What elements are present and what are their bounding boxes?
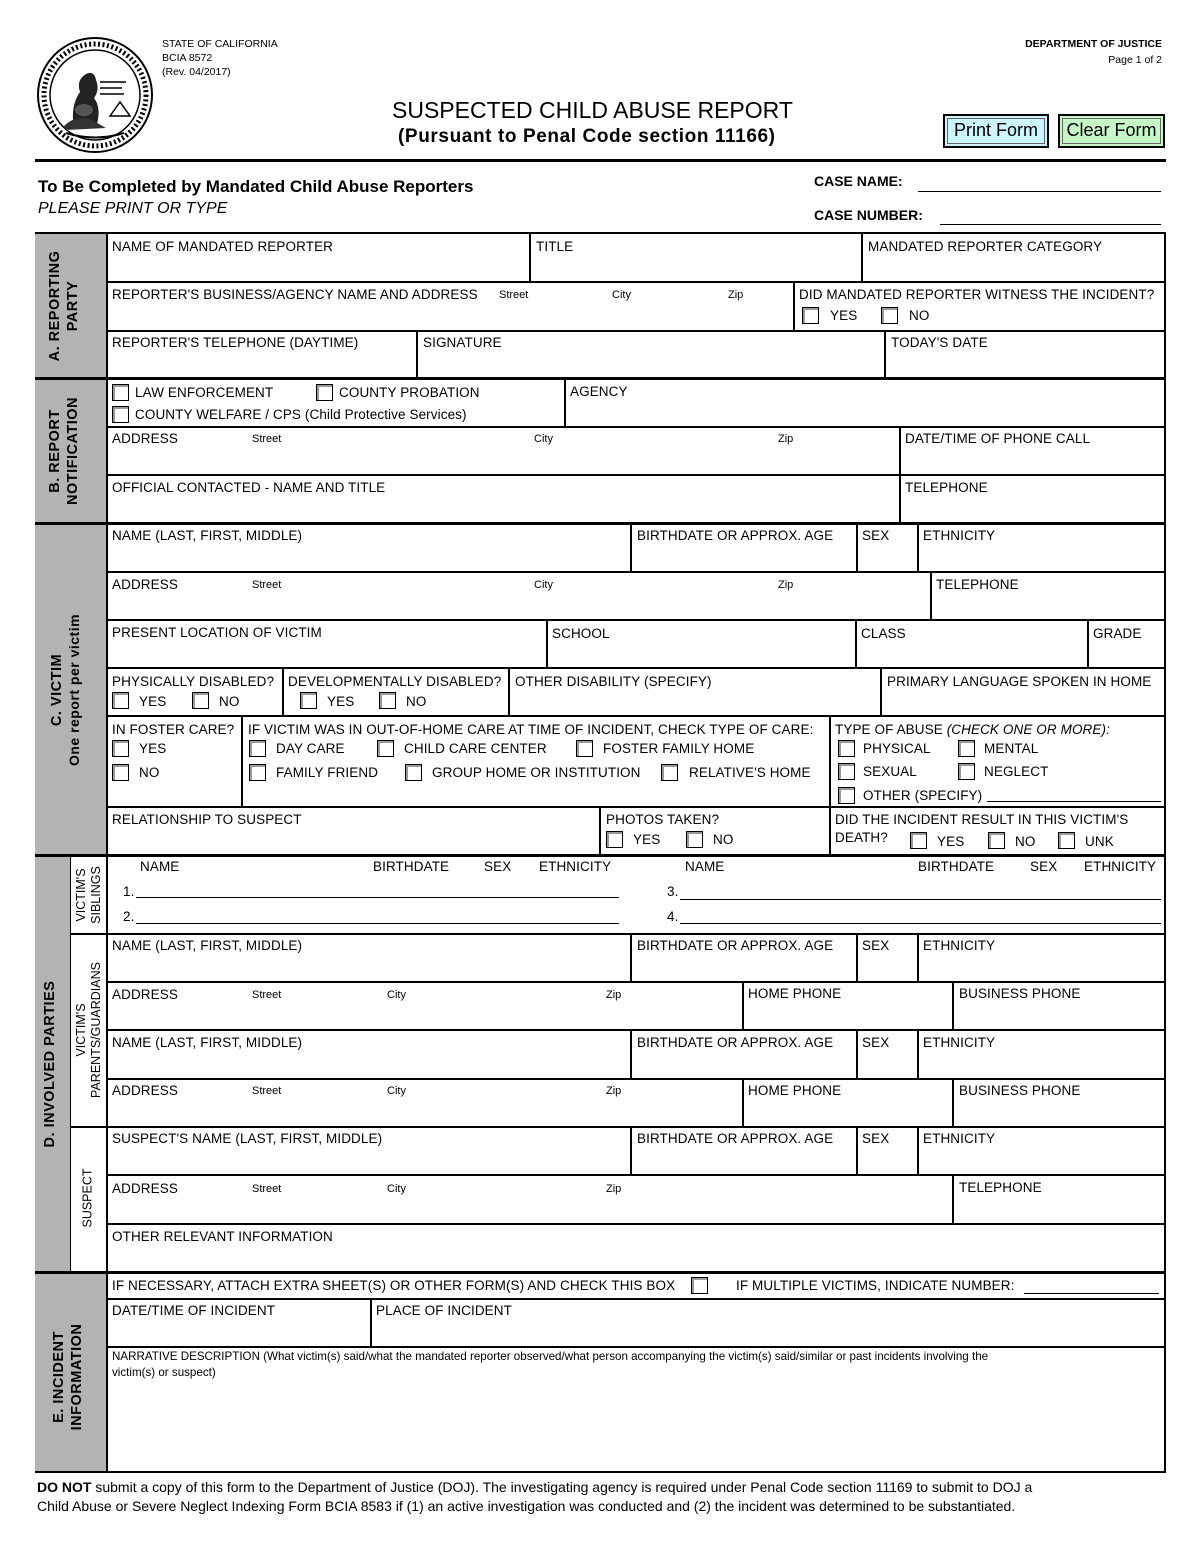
row-line — [106, 426, 1164, 428]
sep-a-b — [35, 377, 1166, 380]
victim-sex-label: SEX — [862, 528, 890, 543]
foster-family-home-checkbox[interactable] — [576, 740, 593, 757]
clear-form-button[interactable]: Clear Form — [1058, 114, 1165, 148]
col-line — [856, 525, 858, 571]
col-line — [855, 619, 857, 667]
col-line — [917, 525, 919, 571]
sibling-name-col-2: NAME — [685, 859, 725, 874]
day-care-label: DAY CARE — [276, 741, 345, 756]
multiple-victims-field[interactable] — [1024, 1293, 1159, 1294]
family-friend-checkbox[interactable] — [249, 764, 266, 781]
form-subtitle: (Pursuant to Penal Code section 11166) — [398, 126, 776, 147]
death-no-checkbox[interactable] — [988, 832, 1005, 849]
parent2-ethnicity-label: ETHNICITY — [923, 1035, 996, 1050]
photos-no-label: NO — [713, 832, 734, 847]
city-label: City — [387, 1085, 406, 1097]
developmentally-disabled-label: DEVELOPMENTALLY DISABLED? — [288, 674, 502, 689]
col-line — [856, 1029, 858, 1078]
incident-datetime-label: DATE/TIME OF INCIDENT — [112, 1303, 276, 1318]
city-label: City — [534, 579, 553, 591]
photos-yes-label: YES — [633, 832, 661, 847]
witness-yes-checkbox[interactable] — [802, 307, 819, 324]
sexual-abuse-checkbox[interactable] — [838, 763, 855, 780]
attach-extra-label: IF NECESSARY, ATTACH EXTRA SHEET(S) OR OTHER FORM(S) AND CHECK THIS BOX — [112, 1278, 676, 1293]
row-line — [106, 806, 1164, 808]
band-edge — [106, 234, 108, 1471]
zip-label: Zip — [606, 1183, 622, 1195]
dev-no-label: NO — [406, 694, 427, 709]
mental-abuse-label: MENTAL — [984, 741, 1039, 756]
col-line — [370, 1298, 372, 1346]
primary-language-label: PRIMARY LANGUAGE SPOKEN IN HOME — [887, 674, 1152, 689]
street-label: Street — [252, 579, 282, 591]
narrative-field[interactable] — [108, 1384, 1164, 1470]
phone-call-datetime-label: DATE/TIME OF PHONE CALL — [905, 431, 1091, 446]
intro-heading: To Be Completed by Mandated Child Abuse Reporters — [38, 177, 474, 196]
family-friend-label: FAMILY FRIEND — [276, 765, 379, 780]
witness-no-checkbox[interactable] — [881, 307, 898, 324]
foster-yes-checkbox[interactable] — [112, 740, 129, 757]
county-probation-checkbox[interactable] — [316, 384, 333, 401]
physical-abuse-label: PHYSICAL — [863, 741, 931, 756]
parent1-ethnicity-label: ETHNICITY — [923, 938, 996, 953]
state-seal — [36, 36, 154, 154]
siblings-subtitle: VICTIM'S SIBLINGS — [74, 866, 103, 924]
law-enforcement-label: LAW ENFORCEMENT — [135, 385, 274, 400]
witness-label: DID MANDATED REPORTER WITNESS THE INCIDENT? — [799, 287, 1155, 302]
photos-yes-checkbox[interactable] — [606, 831, 623, 848]
col-line — [856, 1126, 858, 1174]
sibling-sex-col: SEX — [484, 859, 512, 874]
group-home-checkbox[interactable] — [405, 764, 422, 781]
col-line — [508, 667, 510, 715]
parent2-name-label: NAME (LAST, FIRST, MIDDLE) — [112, 1035, 303, 1050]
street-label: Street — [252, 1183, 282, 1195]
col-line — [899, 426, 901, 523]
parent2-birthdate-label: BIRTHDATE OR APPROX. AGE — [637, 1035, 834, 1050]
day-care-checkbox[interactable] — [249, 740, 266, 757]
col-line — [917, 1126, 919, 1174]
col-line — [917, 933, 919, 981]
sibling-4-number: 4. — [667, 909, 679, 924]
col-line — [630, 1126, 632, 1174]
child-care-center-label: CHILD CARE CENTER — [404, 741, 547, 756]
sibling-1-number: 1. — [123, 884, 135, 899]
reporter-category-label: MANDATED REPORTER CATEGORY — [868, 239, 1103, 254]
col-line — [930, 571, 932, 619]
city-label: City — [612, 289, 631, 301]
death-label-1: DID THE INCIDENT RESULT IN THIS VICTIM'S — [835, 812, 1129, 827]
sibling-ethnicity-col-2: ETHNICITY — [1084, 859, 1157, 874]
abuse-type-label: TYPE OF ABUSE (CHECK ONE OR MORE): — [835, 722, 1110, 737]
phys-yes-label: YES — [139, 694, 167, 709]
sep-d-e — [35, 1271, 1166, 1274]
parent1-business-phone-label: BUSINESS PHONE — [959, 986, 1081, 1001]
law-enforcement-checkbox[interactable] — [112, 384, 129, 401]
footer-line-1: DO NOT submit a copy of this form to the Department of Justice (DOJ). The investigating agency is required under Penal Code section 11169 to submit to DOJ a — [37, 1479, 1033, 1495]
sibling-3-number: 3. — [667, 884, 679, 899]
sibling-2-number: 2. — [123, 909, 135, 924]
form-title: SUSPECTED CHILD ABUSE REPORT — [392, 97, 793, 123]
narrative-label-1: NARRATIVE DESCRIPTION (What victim(s) said/what the mandated reporter observed/what person accompanying the victim(s) said/similar or past incidents involving the — [112, 1350, 989, 1363]
death-no-label: NO — [1015, 834, 1036, 849]
county-welfare-label: COUNTY WELFARE / CPS (Child Protective Services) — [135, 407, 467, 422]
row-line — [106, 1078, 1164, 1080]
col-line — [1087, 619, 1089, 667]
parent1-name-label: NAME (LAST, FIRST, MIDDLE) — [112, 938, 303, 953]
foster-no-label: NO — [139, 765, 160, 780]
form-id: BCIA 8572 — [162, 52, 213, 64]
sibling-birthdate-col: BIRTHDATE — [373, 859, 450, 874]
section-d-column-edge — [70, 857, 71, 1272]
row-line — [106, 619, 1164, 621]
col-line — [829, 715, 831, 854]
city-label: City — [387, 1183, 406, 1195]
school-label: SCHOOL — [552, 626, 610, 641]
row-line — [106, 1298, 1164, 1300]
relatives-home-checkbox[interactable] — [661, 764, 678, 781]
reporter-business-label: REPORTER'S BUSINESS/AGENCY NAME AND ADDRESS — [112, 287, 478, 302]
death-yes-label: YES — [937, 834, 965, 849]
victim-ethnicity-label: ETHNICITY — [923, 528, 996, 543]
section-b-title: B. REPORT NOTIFICATION — [46, 396, 81, 506]
witness-yes-label: YES — [830, 308, 858, 323]
section-d-title: D. INVOLVED PARTIES — [41, 980, 58, 1148]
print-instruction: PLEASE PRINT OR TYPE — [38, 200, 228, 217]
foster-family-home-label: FOSTER FAMILY HOME — [603, 741, 755, 756]
col-line — [564, 380, 566, 426]
reporter-title-label: TITLE — [536, 239, 574, 254]
col-line — [630, 525, 632, 571]
victim-location-label: PRESENT LOCATION OF VICTIM — [112, 625, 322, 640]
row-line — [106, 667, 1164, 669]
col-line — [742, 1078, 744, 1126]
physical-abuse-checkbox[interactable] — [838, 740, 855, 757]
todays-date-label: TODAY'S DATE — [891, 335, 988, 350]
zip-label: Zip — [728, 289, 744, 301]
foster-yes-label: YES — [139, 741, 167, 756]
case-number-label: CASE NUMBER: — [814, 207, 923, 223]
col-line — [952, 981, 954, 1029]
witness-no-label: NO — [909, 308, 930, 323]
suspect-sex-label: SEX — [862, 1131, 890, 1146]
suspect-telephone-label: TELEPHONE — [959, 1180, 1042, 1195]
suspect-address-label: ADDRESS — [112, 1181, 178, 1196]
sibling-1-field[interactable] — [136, 897, 619, 898]
group-home-label: GROUP HOME OR INSTITUTION — [432, 765, 641, 780]
parent2-business-phone-label: BUSINESS PHONE — [959, 1083, 1081, 1098]
street-label: Street — [252, 433, 282, 445]
sibling-name-col: NAME — [140, 859, 180, 874]
col-line — [861, 234, 863, 281]
phys-yes-checkbox[interactable] — [112, 692, 129, 709]
photos-no-checkbox[interactable] — [686, 831, 703, 848]
suspect-name-label: SUSPECT'S NAME (LAST, FIRST, MIDDLE) — [112, 1131, 383, 1146]
row-line — [70, 933, 1164, 935]
row-line — [106, 281, 1164, 283]
official-contacted-label: OFFICIAL CONTACTED - NAME AND TITLE — [112, 480, 386, 495]
sexual-abuse-label: SEXUAL — [863, 764, 917, 779]
zip-label: Zip — [606, 989, 622, 1001]
department-label: DEPARTMENT OF JUSTICE — [1025, 38, 1162, 50]
col-line — [416, 330, 418, 378]
relatives-home-label: RELATIVE'S HOME — [689, 765, 811, 780]
victim-telephone-label: TELEPHONE — [936, 577, 1019, 592]
section-a-title: A. REPORTING PARTY — [46, 250, 81, 362]
col-line — [884, 330, 886, 378]
header-divider — [35, 159, 1166, 162]
state-label: STATE OF CALIFORNIA — [162, 38, 278, 50]
parent1-birthdate-label: BIRTHDATE OR APPROX. AGE — [637, 938, 834, 953]
col-line — [880, 667, 882, 715]
col-line — [952, 1078, 954, 1126]
row-line — [106, 571, 1164, 573]
row-line — [106, 474, 1164, 476]
other-disability-label: OTHER DISABILITY (SPECIFY) — [515, 674, 712, 689]
col-line — [546, 619, 548, 667]
sep-c-d — [35, 854, 1166, 857]
dev-no-checkbox[interactable] — [379, 692, 396, 709]
col-line — [630, 933, 632, 981]
col-line — [282, 667, 284, 715]
phys-no-checkbox[interactable] — [192, 692, 209, 709]
foster-care-label: IN FOSTER CARE? — [112, 722, 235, 737]
parent2-address-label: ADDRESS — [112, 1083, 178, 1098]
sibling-sex-col-2: SEX — [1030, 859, 1058, 874]
sep-b-c — [35, 522, 1166, 525]
county-probation-label: COUNTY PROBATION — [339, 385, 480, 400]
death-yes-checkbox[interactable] — [910, 832, 927, 849]
sibling-birthdate-col-2: BIRTHDATE — [918, 859, 995, 874]
street-label: Street — [252, 1085, 282, 1097]
reporter-telephone-label: REPORTER'S TELEPHONE (DAYTIME) — [112, 335, 359, 350]
victim-address-label: ADDRESS — [112, 577, 178, 592]
death-unk-label: UNK — [1085, 834, 1114, 849]
attach-extra-checkbox[interactable] — [691, 1277, 708, 1294]
footer-line-2: Child Abuse or Severe Neglect Indexing Form BCIA 8583 if (1) an active investigation was conducted and (2) the incident was determined to be substantiated. — [37, 1498, 1016, 1514]
street-label: Street — [252, 989, 282, 1001]
out-of-home-care-label: IF VICTIM WAS IN OUT-OF-HOME CARE AT TIME OF INCIDENT, CHECK TYPE OF CARE: — [248, 722, 814, 737]
grade-label: GRADE — [1093, 626, 1142, 641]
city-label: City — [387, 989, 406, 1001]
row-line — [106, 981, 1164, 983]
col-line — [793, 281, 795, 330]
row-line — [106, 715, 1164, 717]
page-number: Page 1 of 2 — [1108, 54, 1162, 66]
other-abuse-checkbox[interactable] — [838, 787, 855, 804]
parent2-sex-label: SEX — [862, 1035, 890, 1050]
parents-subtitle: VICTIM'S PARENTS/GUARDIANS — [74, 962, 103, 1098]
row-line — [106, 1174, 1164, 1176]
b-address-label: ADDRESS — [112, 431, 178, 446]
parent1-sex-label: SEX — [862, 938, 890, 953]
incident-place-label: PLACE OF INCIDENT — [376, 1303, 512, 1318]
signature-label: SIGNATURE — [423, 335, 502, 350]
relationship-label: RELATIONSHIP TO SUSPECT — [112, 812, 302, 827]
row-line — [106, 1223, 1164, 1225]
suspect-ethnicity-label: ETHNICITY — [923, 1131, 996, 1146]
zip-label: Zip — [778, 579, 794, 591]
narrative-label-2: victim(s) or suspect) — [112, 1366, 216, 1379]
sibling-4-field[interactable] — [680, 923, 1161, 924]
row-line — [106, 330, 1164, 332]
foster-no-checkbox[interactable] — [112, 764, 129, 781]
city-label: City — [534, 433, 553, 445]
other-abuse-field[interactable] — [987, 801, 1161, 802]
suspect-birthdate-label: BIRTHDATE OR APPROX. AGE — [637, 1131, 834, 1146]
col-line — [599, 806, 601, 854]
other-relevant-info-label: OTHER RELEVANT INFORMATION — [112, 1229, 333, 1244]
neglect-checkbox[interactable] — [958, 763, 975, 780]
victim-birthdate-label: BIRTHDATE OR APPROX. AGE — [637, 528, 834, 543]
phys-no-label: NO — [219, 694, 240, 709]
death-label-2: DEATH? — [835, 830, 888, 845]
mental-abuse-checkbox[interactable] — [958, 740, 975, 757]
col-line — [241, 715, 243, 806]
other-abuse-label: OTHER (SPECIFY) — [863, 788, 983, 803]
dev-yes-checkbox[interactable] — [300, 692, 317, 709]
parent1-home-phone-label: HOME PHONE — [748, 986, 842, 1001]
parent2-home-phone-label: HOME PHONE — [748, 1083, 842, 1098]
col-line — [917, 1029, 919, 1078]
death-unk-checkbox[interactable] — [1058, 832, 1075, 849]
sibling-ethnicity-col: ETHNICITY — [539, 859, 612, 874]
col-line — [630, 1029, 632, 1078]
row-line — [70, 1126, 1164, 1128]
row-line — [106, 1346, 1164, 1348]
child-care-center-checkbox[interactable] — [377, 740, 394, 757]
dev-yes-label: YES — [327, 694, 355, 709]
photos-label: PHOTOS TAKEN? — [606, 812, 720, 827]
multiple-victims-label: IF MULTIPLE VICTIMS, INDICATE NUMBER: — [736, 1278, 1015, 1293]
sibling-2-field[interactable] — [136, 923, 619, 924]
section-e-title: E. INCIDENT INFORMATION — [50, 1323, 85, 1431]
parent1-address-label: ADDRESS — [112, 987, 178, 1002]
zip-label: Zip — [606, 1085, 622, 1097]
col-line — [742, 981, 744, 1029]
col-line — [856, 933, 858, 981]
neglect-label: NEGLECT — [984, 764, 1049, 779]
case-name-field[interactable] — [918, 191, 1161, 192]
row-line — [106, 1029, 1164, 1031]
section-c-title: C. VICTIM One report per victim — [48, 613, 82, 767]
case-name-label: CASE NAME: — [814, 173, 903, 189]
agency-label: AGENCY — [570, 384, 628, 399]
reporter-name-label: NAME OF MANDATED REPORTER — [112, 239, 334, 254]
zip-label: Zip — [778, 433, 794, 445]
victim-name-label: NAME (LAST, FIRST, MIDDLE) — [112, 528, 303, 543]
street-label: Street — [499, 289, 529, 301]
print-form-button[interactable]: Print Form — [943, 114, 1049, 148]
county-welfare-checkbox[interactable] — [112, 406, 129, 423]
revision-date: (Rev. 04/2017) — [162, 66, 231, 78]
b-telephone-label: TELEPHONE — [905, 480, 988, 495]
case-number-field[interactable] — [940, 224, 1161, 225]
physically-disabled-label: PHYSICALLY DISABLED? — [112, 674, 275, 689]
col-line — [952, 1174, 954, 1223]
suspect-subtitle: SUSPECT — [80, 1168, 95, 1228]
sibling-3-field[interactable] — [680, 899, 1161, 900]
col-line — [529, 234, 531, 281]
class-label: CLASS — [861, 626, 906, 641]
